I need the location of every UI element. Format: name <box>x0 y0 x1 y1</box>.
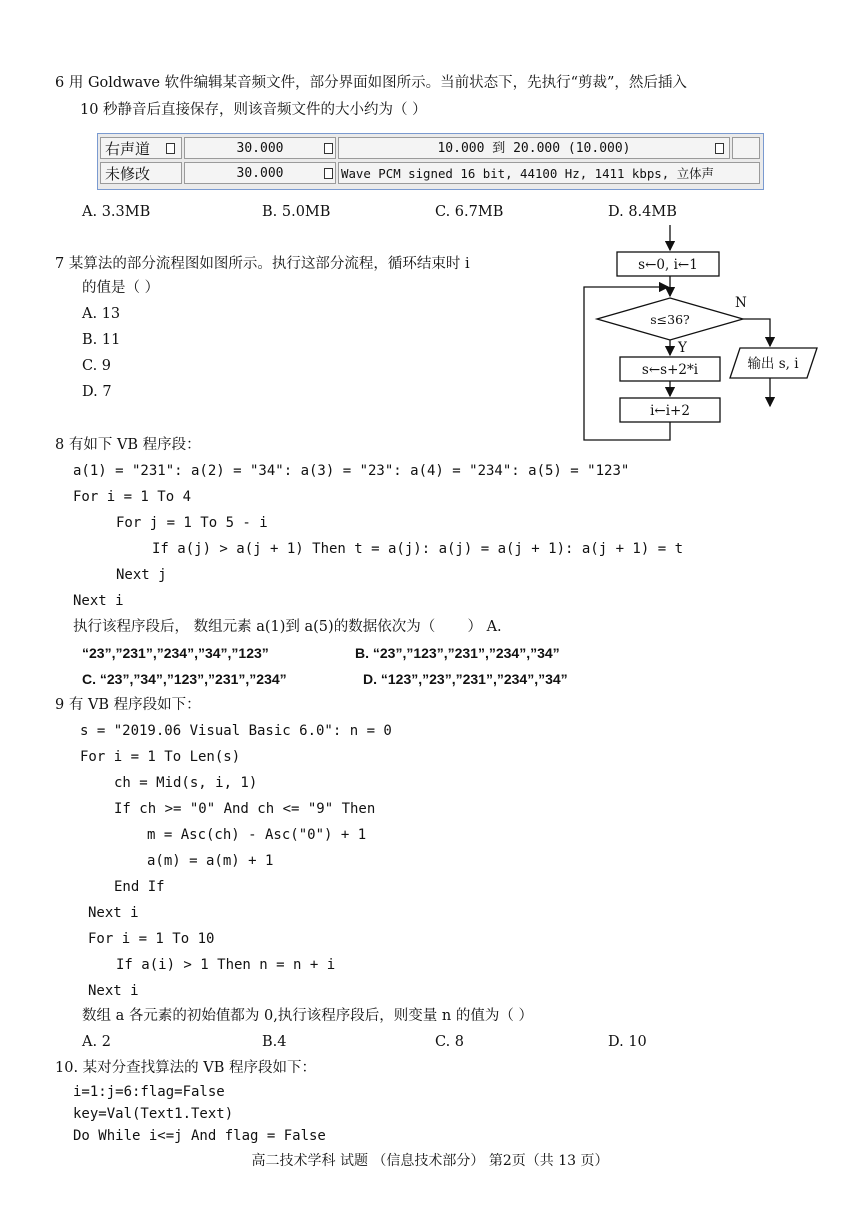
q8-code-line: a(1) = "231": a(2) = "34": a(3) = "23": a(4) = "234": a(5) = "123" <box>73 463 630 479</box>
q9-option-a: A. 2 <box>82 1034 111 1050</box>
q8-title: 8 有如下 VB 程序段： <box>55 437 201 453</box>
range-icon <box>715 143 724 154</box>
q7-option-b: B. 11 <box>82 332 121 348</box>
step1-text: s←s+2*i <box>641 362 699 378</box>
q9-code-line: a(m) = a(m) + 1 <box>147 853 274 869</box>
q9-code-line: Next i <box>88 983 139 999</box>
yes-label: Y <box>678 340 687 356</box>
q6-option-b: B. 5.0MB <box>262 204 331 220</box>
q9-code-line: s = "2019.06 Visual Basic 6.0": n = 0 <box>80 723 392 739</box>
q7-stem-line1: 7 某算法的部分流程图如图所示。执行这部分流程，循环结束时 i <box>55 256 470 272</box>
q9-option-b: B.4 <box>262 1034 287 1050</box>
q9-option-c: C. 8 <box>435 1034 465 1050</box>
q7-option-d: D. 7 <box>82 384 112 400</box>
q10-code-line: i=1:j=6:flag=False <box>73 1084 225 1100</box>
q9-code-line: m = Asc(ch) - Asc("0") + 1 <box>147 827 367 843</box>
q6-option-a: A. 3.3MB <box>82 204 151 220</box>
q9-code-line: For i = 1 To Len(s) <box>80 749 241 765</box>
q6-option-d: D. 8.4MB <box>608 204 677 220</box>
q8-question: 执行该程序段后， 数组元素 a(1)到 a(5)的数据依次为（ ） A. <box>73 619 502 635</box>
q9-code-line: For i = 1 To 10 <box>88 931 215 947</box>
flowchart <box>575 222 835 450</box>
q9-title: 9 有 VB 程序段如下： <box>55 697 201 713</box>
page-footer: 高二技术学科 试题 （信息技术部分） 第2页（共 13 页） <box>251 1153 609 1169</box>
q10-code-line: key=Val(Text1.Text) <box>73 1106 234 1122</box>
q8-option-d: D. “123”,”23”,”231”,”234”,”34” <box>363 671 568 687</box>
q8-code-line: Next i <box>73 593 124 609</box>
q7-stem-line2: 的值是（ ） <box>82 280 160 296</box>
q6-stem-line1: 6 用 Goldwave 软件编辑某音频文件，部分界面如图所示。当前状态下，先执行“剪裁”，然后插入 <box>55 75 687 91</box>
no-label: N <box>735 295 747 311</box>
selection-range: 10.000 到 20.000 (10.000) <box>338 137 730 159</box>
q9-code-line: If ch >= "0" And ch <= "9" Then <box>114 801 376 817</box>
q8-code-line: If a(j) > a(j + 1) Then t = a(j): a(j) = a(j + 1): a(j + 1) = t <box>152 541 684 557</box>
q7-option-a: A. 13 <box>82 306 121 322</box>
init-text: s←0, i←1 <box>638 257 698 273</box>
q9-code-line: End If <box>114 879 165 895</box>
q8-option-a: “23”,”231”,”234”,”34”,”123” <box>82 645 269 661</box>
q10-code-line: Do While i<=j And flag = False <box>73 1128 326 1144</box>
q9-code-line: Next i <box>88 905 139 921</box>
q8-code-line: Next j <box>116 567 167 583</box>
output-text: 输出 s, i <box>747 356 799 372</box>
goldwave-status-bar <box>97 133 764 190</box>
channel-label: 右声道 <box>100 137 182 159</box>
q8-code-line: For i = 1 To 4 <box>73 489 192 505</box>
channel-icon <box>166 143 175 154</box>
q7-option-c: C. 9 <box>82 358 112 374</box>
q9-code-line: ch = Mid(s, i, 1) <box>114 775 258 791</box>
modified-label: 未修改 <box>100 162 182 184</box>
length-icon-2 <box>324 168 333 179</box>
length-icon-1 <box>324 143 333 154</box>
condition-text: s≤36? <box>650 312 690 327</box>
no-arrow <box>743 319 770 346</box>
q9-option-d: D. 10 <box>608 1034 647 1050</box>
step2-text: i←i+2 <box>650 403 690 419</box>
q6-option-c: C. 6.7MB <box>435 204 504 220</box>
q8-option-b: B. “23”,”123”,”231”,”234”,”34” <box>355 645 560 661</box>
format-info: Wave PCM signed 16 bit, 44100 Hz, 1411 kbps, 立体声 <box>338 162 760 184</box>
q9-question: 数组 a 各元素的初始值都为 0,执行该程序段后，则变量 n 的值为（ ） <box>82 1008 533 1024</box>
length-value-2: 30.000 <box>184 162 336 184</box>
q10-title: 10. 某对分查找算法的 VB 程序段如下： <box>55 1060 317 1076</box>
length-value-1: 30.000 <box>184 137 336 159</box>
empty-cell <box>732 137 760 159</box>
q8-option-c: C. “23”,”34”,”123”,”231”,”234” <box>82 671 287 687</box>
q8-code-line: For j = 1 To 5 - i <box>116 515 268 531</box>
q6-stem-line2: 10 秒静音后直接保存，则该音频文件的大小约为（ ） <box>80 102 427 118</box>
q9-code-line: If a(i) > 1 Then n = n + i <box>116 957 336 973</box>
